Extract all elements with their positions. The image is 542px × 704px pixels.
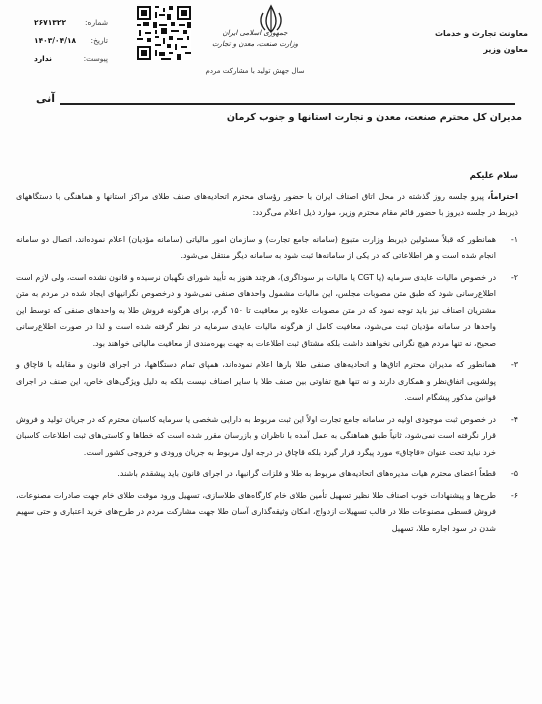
- list-item: [16, 412, 518, 462]
- list-item: [16, 357, 518, 407]
- letter-attachment-row: [34, 50, 108, 68]
- item-number: ۳-: [510, 360, 518, 369]
- header-divider: [60, 103, 515, 105]
- intro-lead: احتراماً،: [487, 191, 518, 201]
- org-line: معاون وزیر: [483, 45, 528, 54]
- letter-number-row: [34, 14, 108, 32]
- ministry-line: جمهوری اسلامی ایران: [222, 29, 288, 37]
- year-slogan: سال جهش تولید با مشارکت مردم: [205, 67, 305, 75]
- item-text: طرح‌ها و پیشنهادات خوب اصناف طلا نظیر تسهیل تأمین طلای خام کارگاه‌های طلاسازی، تسهیل ورود موقت طلای خام جهت صادرات مصنوعات، فروش قسطی مصنوعات طلا در قالب تسهیلات ازدواج، امکان وثیقه‌گذاری آسان طلا جهت مشارکت مردم در طرح‌های خرید اعتباری و حتی سهیم شدن در سود اجاره طلا، تسهیل: [16, 490, 496, 533]
- org-line: معاونت تجارت و خدمات: [434, 29, 528, 38]
- intro-paragraph: [16, 189, 518, 222]
- attachment-value: ندارد: [34, 54, 52, 63]
- item-text: قطعاً اعضای محترم هیات مدیره‌های اتحادیه‌های مربوط به طلا و فلزات گرانبها، در اجرای قانون باید پیشقدم باشند.: [117, 469, 496, 478]
- ministry-line: وزارت صنعت، معدن و تجارت: [211, 40, 299, 48]
- letter-date-label: تاریخ:: [90, 36, 108, 45]
- urgency-label: آنی: [36, 92, 56, 105]
- item-text: در خصوص ثبت موجودی اولیه در سامانه جامع تجارت اولاً این ثبت مربوط به دارایی شخصی یا سرمایه کاسبان محترم که در جریان تولید و فروش قرار نگرفته است نمی‌شود، ثانیاً طبق هماهنگی به عمل آمده با ناظران و بازرسان مقرر شده است که خطاها و کاستی‌های ثبت اطلاعات کاسبان خرد نباید تحت عنوان «قاچاق» مورد پیگرد قرار گیرد بلکه قاچاق در درجه اول مربوط به جریان ورودی و خروجی کشور است.: [16, 414, 496, 457]
- qr-code-icon: [137, 6, 191, 60]
- list-item: [16, 232, 518, 265]
- item-number: ۵-: [510, 469, 518, 478]
- greeting: سلام علیکم: [469, 171, 518, 181]
- letter-date: ۱۴۰۳/۰۴/۱۸: [34, 36, 77, 45]
- list-item: [16, 270, 518, 353]
- sender-org: [398, 26, 528, 58]
- letter-meta: [34, 14, 108, 68]
- item-text: همانطور که قبلاً مسئولین ذیربط وزارت متبوع (سامانه جامع تجارت) و سازمان امور مالیاتی (سامانه مؤدیان) اعلام نموده‌اند، اتصال دو سامانه انجام شده است و هر اطلاعاتی که در یکی از سامانه‌ها ثبت شود به سامانه دیگر منتقل می‌شود.: [16, 234, 496, 260]
- item-number: ۱-: [510, 234, 518, 244]
- list-item: [16, 488, 518, 538]
- intro-text: پیرو جلسه روز گذشته در محل اتاق اصناف ایران با حضور رؤسای محترم اتحادیه‌های صنف طلای مراکز استانها و هماهنگی با دستگاههای ذیربط در جلسه دیروز با حضور قائم مقام محترم وزیر، موارد ذیل اعلام می‌گردد:: [16, 191, 518, 217]
- addressee: مدیران کل محترم صنعت، معدن و تجارت استانها و جنوب کرمان: [226, 112, 522, 123]
- item-text: در خصوص مالیات عایدی سرمایه (یا CGT یا مالیات بر سوداگری)، هرچند هنوز به تأیید شورای نگهبان نرسیده و قانون نشده است، ولی لازم است اطلاع‌رسانی شود که طبق متن مصوبات مجلس، این مالیات مشمول واحدهای صنفی نمی‌شود و درخصوص نگرانیهای ایجاد شده در مردم به متن مشتریان اصناف نیز باید توجه نمود که در متن مصوبات علاوه بر معافیت تا ۱۵۰ گرم، برای هرگونه فروش طلا به واحدهای صنفی که توسط این واحدها در سامانه مؤدیان ثبت می‌شود، معافیت کامل از هرگونه مالیات عایدی سرمایه در نظر گرفته شده است و لذا در صورت اطلاع‌رسانی صحیح، نه تنها مردم هیچ نگرانی نخواهند داشت بلکه مشتاق ثبت اطلاعات به جهت بهره‌مندی از معافیت مالیاتی خواهند بود.: [16, 272, 497, 348]
- letter-number: ۲۶۷۱۳۲۲: [34, 18, 67, 27]
- letter-number-label: شماره:: [85, 18, 108, 27]
- item-number: ۶-: [510, 490, 518, 500]
- list-item: [16, 466, 518, 483]
- item-text: همانطور که مدیران محترم اتاق‌ها و اتحادیه‌های صنفی طلا بارها اعلام نموده‌اند، همپای تمام دستگاهها، در اجرای قانون و مقابله با قاچاق و پولشویی اتفاق‌نظر و همکاری دارند و نه تنها هیچ تفاوتی بین صنف طلا با سایر اصناف نیست بلکه به دلیل ویژگی‌های خاص، این صنف در اجرای قوانین مذکور پیشگام است.: [16, 360, 496, 402]
- letter-body: [16, 168, 518, 542]
- attachment-label: پیوست:: [83, 54, 108, 63]
- letter-date-row: [34, 32, 108, 50]
- item-number: ۲-: [510, 272, 518, 282]
- item-number: ۴-: [510, 414, 518, 424]
- ministry-name: [200, 28, 310, 50]
